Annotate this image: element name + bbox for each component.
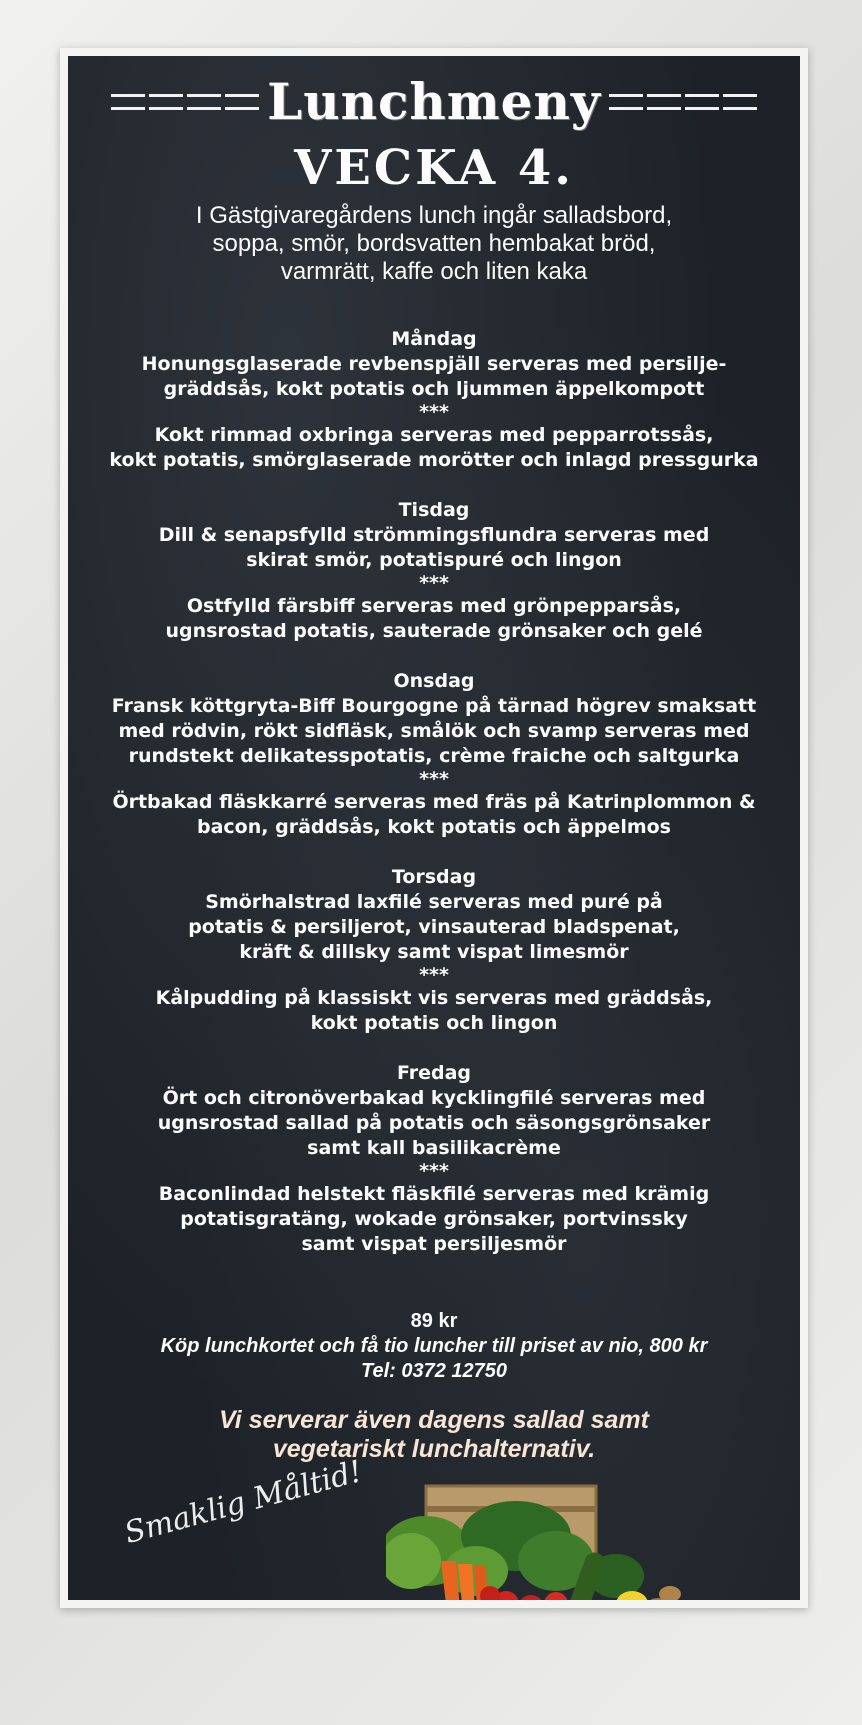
dish-separator: *** <box>419 572 449 594</box>
day-name: Fredag <box>396 1062 472 1084</box>
day-name: Onsdag <box>393 670 475 692</box>
dish-line: Örtbakad fläskkarré serveras med fräs på Katrinplommon & <box>112 791 756 813</box>
intro-line: soppa, smör, bordsvatten hembakat bröd, <box>212 230 656 257</box>
dish-line: kokt potatis och lingon <box>310 1012 558 1034</box>
title-row <box>68 72 800 131</box>
dish-line: Baconlindad helstekt fläskfilé serveras med krämig <box>158 1183 710 1205</box>
day-tuesday <box>68 498 800 644</box>
dish-line: ugnsrostad sallad på potatis och säsongsgrönsaker <box>157 1112 711 1134</box>
week-label: VECKA 4. <box>294 140 574 196</box>
day-name: Torsdag <box>391 866 477 888</box>
dish-line: Ört och citronöverbakad kycklingfilé serveras med <box>162 1087 706 1109</box>
dish-line: Ostfylld färsbiff serveras med grönpepparsås, <box>186 595 682 617</box>
dish-separator: *** <box>419 401 449 423</box>
dish-line: Dill & senapsfylld strömmingsflundra serveras med <box>158 524 710 546</box>
intro-text <box>68 202 800 286</box>
page-title: Lunchmeny <box>267 72 601 131</box>
lunch-card-offer: Köp lunchkortet och få tio luncher till priset av nio, 800 kr <box>160 1335 708 1357</box>
dish-line: kräft & dillsky samt vispat limesmör <box>239 941 629 963</box>
vegetable-crate-icon <box>386 1476 706 1600</box>
salad-tagline <box>68 1406 800 1464</box>
dish-line: kokt potatis, smörglaserade morötter och inlagd pressgurka <box>109 449 759 471</box>
dish-line: rundstekt delikatesspotatis, crème fraiche och saltgurka <box>128 745 740 767</box>
title-dashes-right <box>609 94 757 110</box>
chalkboard <box>68 56 800 1600</box>
phone-number: Tel: 0372 12750 <box>360 1360 508 1382</box>
day-friday <box>68 1061 800 1257</box>
dish-line: ugnsrostad potatis, sauterade grönsaker och gelé <box>165 620 703 642</box>
day-name: Tisdag <box>398 499 470 521</box>
dish-separator: *** <box>419 1160 449 1182</box>
day-thursday <box>68 865 800 1036</box>
dish-line: Kålpudding på klassiskt vis serveras med gräddsås, <box>155 987 713 1009</box>
title-dashes-left <box>111 94 259 110</box>
dish-line: samt kall basilikacrème <box>307 1137 561 1159</box>
price-label: 89 kr <box>410 1310 458 1332</box>
dish-line: gräddsås, kokt potatis och ljummen äppelkompott <box>163 378 705 400</box>
dish-line: skirat smör, potatispuré och lingon <box>246 549 622 571</box>
weekly-menu <box>68 327 800 1282</box>
dish-line: med rödvin, rökt sidfläsk, smålök och svamp serveras med <box>118 720 750 742</box>
tagline-line: Vi serverar även dagens sallad samt <box>219 1406 649 1434</box>
dish-line: Kokt rimmad oxbringa serveras med pepparrotssås, <box>154 424 714 446</box>
dish-line: samt vispat persiljesmör <box>301 1233 567 1255</box>
day-monday <box>68 327 800 473</box>
dish-line: bacon, gräddsås, kokt potatis och äppelmos <box>197 816 671 838</box>
intro-line: varmrätt, kaffe och liten kaka <box>280 258 588 285</box>
intro-line: I Gästgivaregårdens lunch ingår salladsbord, <box>195 202 673 229</box>
day-name: Måndag <box>391 328 477 350</box>
dish-line: Honungsglaserade revbenspjäll serveras med persilje- <box>141 353 727 375</box>
signoff-text: Smaklig Måltid! <box>120 1454 366 1551</box>
dish-line: Fransk köttgryta-Biff Bourgogne på tärnad högrev smaksatt <box>111 695 757 717</box>
dish-separator: *** <box>419 964 449 986</box>
dish-separator: *** <box>419 768 449 790</box>
pricing-block <box>68 1309 800 1384</box>
dish-line: Smörhalstrad laxfilé serveras med puré på <box>205 891 663 913</box>
tagline-line: vegetariskt lunchalternativ. <box>272 1435 596 1463</box>
day-wednesday <box>68 669 800 840</box>
dish-line: potatis & persiljerot, vinsauterad bladspenat, <box>188 916 680 938</box>
dish-line: potatisgratäng, wokade grönsaker, portvinssky <box>180 1208 688 1230</box>
